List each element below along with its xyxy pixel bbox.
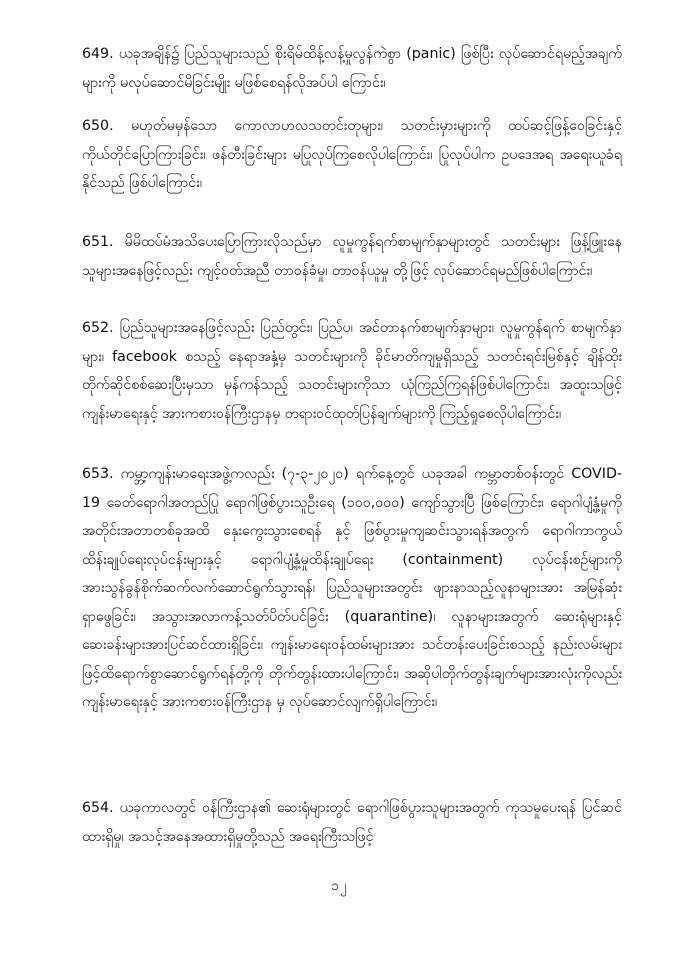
- page-number: ၁၂: [331, 878, 348, 894]
- paragraph-text: ယခုအချိန်၌ ပြည်သူများသည် စိုးရိမ်ထိန့်လန့်မှုလွန်ကဲစွာ (panic) ဖြစ်ပြီး လုပ်ဆောင်ရမည့်အချက်များကို မလုပ်ဆောင်မိခြင်းမျိုး မဖြစ်စေရန်လိုအပ်ပါ ကြောင်း၊: [82, 46, 622, 91]
- paragraph-652: [82, 314, 622, 428]
- paragraph-number: 654.: [82, 800, 120, 816]
- paragraph-number: 650.: [82, 118, 131, 134]
- paragraph-number: 653.: [82, 466, 121, 482]
- paragraph-text: ကမ္ဘာ့ကျန်းမာရေးအဖွဲ့ကလည်း (၇-၃-၂၀၂၀) ရက်နေ့တွင် ယခုအခါ ကမ္ဘာတစ်ဝန်းတွင် COVID-19 ခေတ်ရောဂါအတည်ပြု ရောဂါဖြစ်ပွားသူဦးရေ (၁၀၀,၀၀၀) ကျော်သွားပြီ ဖြစ်ကြောင်း၊ ရောဂါပျံ့နှံ့မှုကို အတိုင်းအတာတစ်ခုအထိ နှေးကွေးသွားစေရန် နှင့် ဖြစ်ပွားမှုကျဆင်းသွားရန်အတွက် ရောဂါကာကွယ်ထိန်းချုပ်ရေးလုပ်ငန်းများနှင့် ရောဂါပျံ့နှံ့မှုထိန်းချုပ်ရေး (containment) လုပ်ငန်းစဉ်များကို အားသွန်ခွန်စိုက်ဆက်လက်ဆောင်ရွက်သွားရန်၊ ပြည်သူများအတွင်း ဖျားနာသည့်လူနာများအား အမြန်ဆုံး ရှာဖွေခြင်း၊ အသွားအလာကန့်သတ်ပိတ်ပင်ခြင်း (quarantine)၊ လူနာများအတွက် ဆေးရုံများနှင့် ဆေးခန်းများအားပြင်ဆင်ထားရှိခြင်း၊ ကျန်းမာရေးဝန်ထမ်းများအား သင်တန်းပေးခြင်းစသည့် နည်းလမ်းများဖြင့်ထိရောက်စွာဆောင်ရွက်ရန်တို့ကို တိုက်တွန်းထားပါကြောင်း၊ အဆိုပါတိုက်တွန်းချက်များအားလုံးကိုလည်း ကျန်းမာရေးနှင့် အားကစားဝန်ကြီးဌာန မှ လုပ်ဆောင်လျက်ရှိပါကြောင်း၊: [82, 466, 622, 710]
- paragraph-649: [82, 40, 622, 97]
- paragraph-text: ယခုကာလတွင် ဝန်ကြီးဌာန၏ ဆေးရုံများတွင် ရောဂါဖြစ်ပွားသူများအတွက် ကုသမှုပေးရန် ပြင်ဆင်ထားရှိမှု၊ အသင့်အနေအထားရှိမှုတို့သည် အရေးကြီးသဖြင့်: [82, 800, 622, 845]
- paragraph-650: [82, 112, 622, 198]
- paragraph-text: မိမိထပ်မံအသိပေးပြောကြားလိုသည်မှာ လူမှုကွန်ရက်စာမျက်နှာများတွင် သတင်းများ ဖြန့်ဖြူးနေသူများအနေဖြင့်လည်း ကျင့်ဝတ်အညီ တာဝန်ခံမှု၊ တာဝန်ယူမှု တို့ဖြင့် လုပ်ဆောင်ရမည်ဖြစ်ပါကြောင်း၊: [82, 234, 622, 279]
- paragraph-text: ပြည်သူများအနေဖြင့်လည်း ပြည်တွင်း၊ ပြည်ပ၊ အင်တာနက်စာမျက်နှာများ၊ လူမှုကွန်ရက် စာမျက်နှာများ၊ facebook စသည့် နေရာအနှံ့မှ သတင်းများကို ခိုင်မာတိကျမှုရှိသည့် သတင်းရင်းမြစ်နှင့် ချိန်ထိုးတိုက်ဆိုင်စစ်ဆေးပြီးမှသာ မှန်ကန်သည့် သတင်းများကိုသာ ယုံကြည်ကြရန်ဖြစ်ပါကြောင်း၊ အထူးသဖြင့် ကျန်းမာရေးနှင့် အားကစားဝန်ကြီးဌာနမှ တရားဝင်ထုတ်ပြန်ချက်များကို ကြည့်ရှုစေလိုပါကြောင်း၊: [82, 320, 622, 422]
- paragraph-654: [82, 794, 622, 851]
- paragraph-number: 649.: [82, 46, 119, 62]
- paragraph-text: မဟုတ်မမှန်သော ကောလာဟလသတင်းတုများ၊ သတင်းမှားများကို ထပ်ဆင့်ဖြန့်ဝေခြင်းနှင့် ကိုယ်တိုင်ပြောကြားခြင်း၊ ဖန်တီးခြင်းများ မပြုလုပ်ကြစေလိုပါကြောင်း၊ ပြုလုပ်ပါက ဥပဒေအရ အရေးယူခံရနိုင်သည် ဖြစ်ပါကြောင်း၊: [82, 118, 622, 191]
- paragraph-number: 651.: [82, 234, 125, 250]
- paragraph-number: 652.: [82, 320, 120, 336]
- paragraph-653: [82, 460, 622, 717]
- paragraph-651: [82, 228, 622, 285]
